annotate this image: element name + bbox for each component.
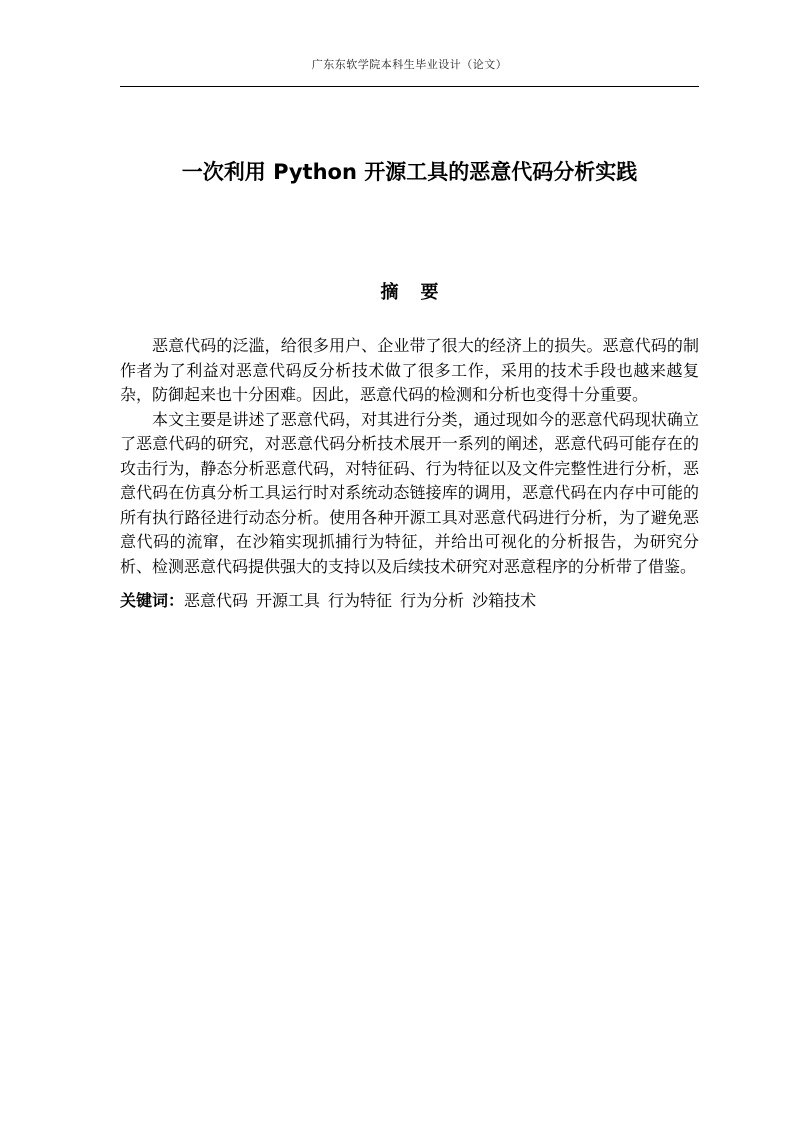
keyword: 恶意代码 <box>184 591 249 610</box>
header-rule <box>120 86 699 87</box>
keywords-line <box>120 589 699 613</box>
keyword: 行为特征 <box>328 591 393 610</box>
abstract-body <box>120 334 699 613</box>
keyword: 行为分析 <box>400 591 465 610</box>
running-header: 广东东软学院本科生毕业设计（论文） <box>311 58 508 71</box>
thesis-title: 一次利用 Python 开源工具的恶意代码分析实践 <box>181 160 638 185</box>
abstract-paragraph: 本文主要是讲述了恶意代码，对其进行分类，通过现如今的恶意代码现状确立了恶意代码的研究，对恶意代码分析技术展开一系列的阐述，恶意代码可能存在的攻击行为，静态分析恶意代码，对特征码、行为特征以及文件完整性进行分析，恶意代码在仿真分析工具运行时对系统动态链接库的调用，恶意代码在内存中可能的所有执行路径进行动态分析。使用各种开源工具对恶意代码进行分析，为了避免恶意代码的流窜，在沙箱实现抓捕行为特征，并给出可视化的分析报告，为研究分析、检测恶意代码提供强大的支持以及后续技术研究对恶意程序的分析带了借鉴。 <box>120 409 699 576</box>
keyword: 开源工具 <box>256 591 321 610</box>
abstract-paragraph: 恶意代码的泛滥，给很多用户、企业带了很大的经济上的损失。恶意代码的制作者为了利益对恶意代码反分析技术做了很多工作，采用的技术手段也越来越复杂，防御起来也十分困难。因此，恶意代码的检测和分析也变得十分重要。 <box>120 336 699 404</box>
keyword: 沙箱技术 <box>472 591 537 610</box>
keywords-label: 关键词： <box>120 591 185 610</box>
abstract-heading: 摘要 <box>380 282 461 303</box>
